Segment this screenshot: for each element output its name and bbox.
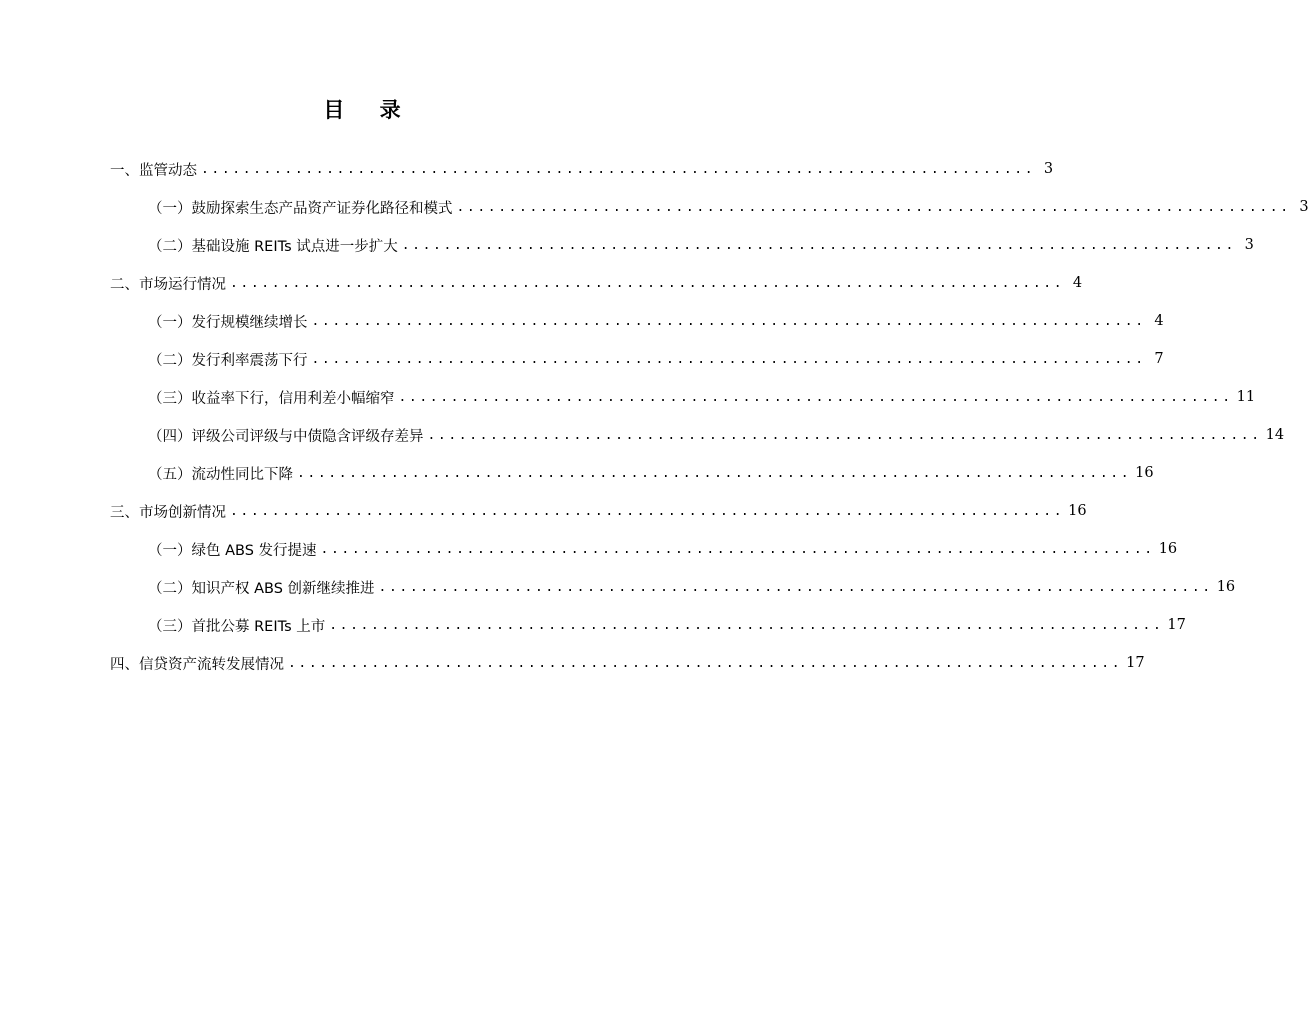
toc-entry-2-3[interactable] [148,384,1256,410]
toc-entry-4[interactable] [110,650,1145,676]
toc-entry-1[interactable] [110,156,1054,182]
dot-leader: ................................................................................ [427,427,1262,443]
dot-leader: ................................................................................ [320,541,1155,557]
dot-leader: ................................................................................ [230,503,1065,519]
toc-entry-page: 17 [1126,655,1145,671]
dot-leader: ................................................................................ [401,237,1236,253]
dot-leader: ................................................................................ [311,313,1146,329]
toc-entry-3-1[interactable] [148,536,1178,562]
toc-entry-page: 16 [1158,541,1178,557]
dot-leader: ................................................................................ [297,465,1132,481]
dot-leader: ................................................................................ [378,579,1213,595]
toc-entry-label: 三、市场创新情况 [110,504,226,521]
dot-leader: ................................................................................ [201,161,1036,177]
toc-entry-label: 二、市场运行情况 [110,276,226,293]
dot-leader: ................................................................................ [398,389,1233,405]
toc-entry-2-5[interactable] [148,460,1154,486]
toc-entry-page: 3 [1299,199,1309,215]
toc-entry-page: 4 [1154,313,1164,329]
toc-entry-label: （二）发行利率震荡下行 [148,352,308,369]
toc-entry-page: 3 [1244,237,1254,253]
toc-entry-page: 17 [1167,617,1186,633]
toc-entry-page: 16 [1216,579,1236,595]
toc-entry-page: 16 [1135,465,1154,481]
toc-entry-2-1[interactable] [148,308,1164,334]
toc-entry-3[interactable] [110,498,1087,524]
toc-entry-label: （一）鼓励探索生态产品资产证券化路径和模式 [148,200,453,217]
dot-leader: ................................................................................ [456,199,1291,215]
toc-entry-1-2[interactable] [148,232,1254,258]
toc-entry-label: （三）首批公募 REITs 上市 [148,618,326,635]
toc-entry-label: （三）收益率下行，信用利差小幅缩窄 [148,390,395,407]
toc-entry-label: 四、信贷资产流转发展情况 [110,656,284,673]
dot-leader: ................................................................................ [311,351,1146,367]
toc-entry-label: （二）知识产权 ABS 创新继续推进 [148,580,375,597]
toc-entry-label: （四）评级公司评级与中债隐含评级存差异 [148,428,424,445]
toc-entry-page: 16 [1068,503,1087,519]
toc-entry-2-4[interactable] [148,422,1285,448]
toc-entry-page: 4 [1072,275,1083,291]
toc-entry-page: 14 [1265,427,1285,443]
toc-entry-page: 11 [1236,389,1256,405]
toc-entry-label: （一）绿色 ABS 发行提速 [148,542,317,559]
dot-leader: ................................................................................ [288,655,1123,671]
toc-entry-label: （一）发行规模继续增长 [148,314,308,331]
toc-entry-1-1[interactable] [148,194,1309,220]
toc-entry-2-2[interactable] [148,346,1164,372]
toc-entry-2[interactable] [110,270,1083,296]
toc-title: 目 录 [323,98,415,122]
toc-entry-page: 7 [1154,351,1164,367]
toc-entry-label: 一、监管动态 [110,162,197,179]
toc-entry-3-3[interactable] [148,612,1186,638]
dot-leader: ................................................................................ [329,617,1164,633]
toc-entry-page: 3 [1043,161,1054,177]
toc-entry-label: （五）流动性同比下降 [148,466,293,483]
toc-entry-label: （二）基础设施 REITs 试点进一步扩大 [148,238,398,255]
dot-leader: ................................................................................ [230,275,1065,291]
toc-entry-3-2[interactable] [148,574,1236,600]
